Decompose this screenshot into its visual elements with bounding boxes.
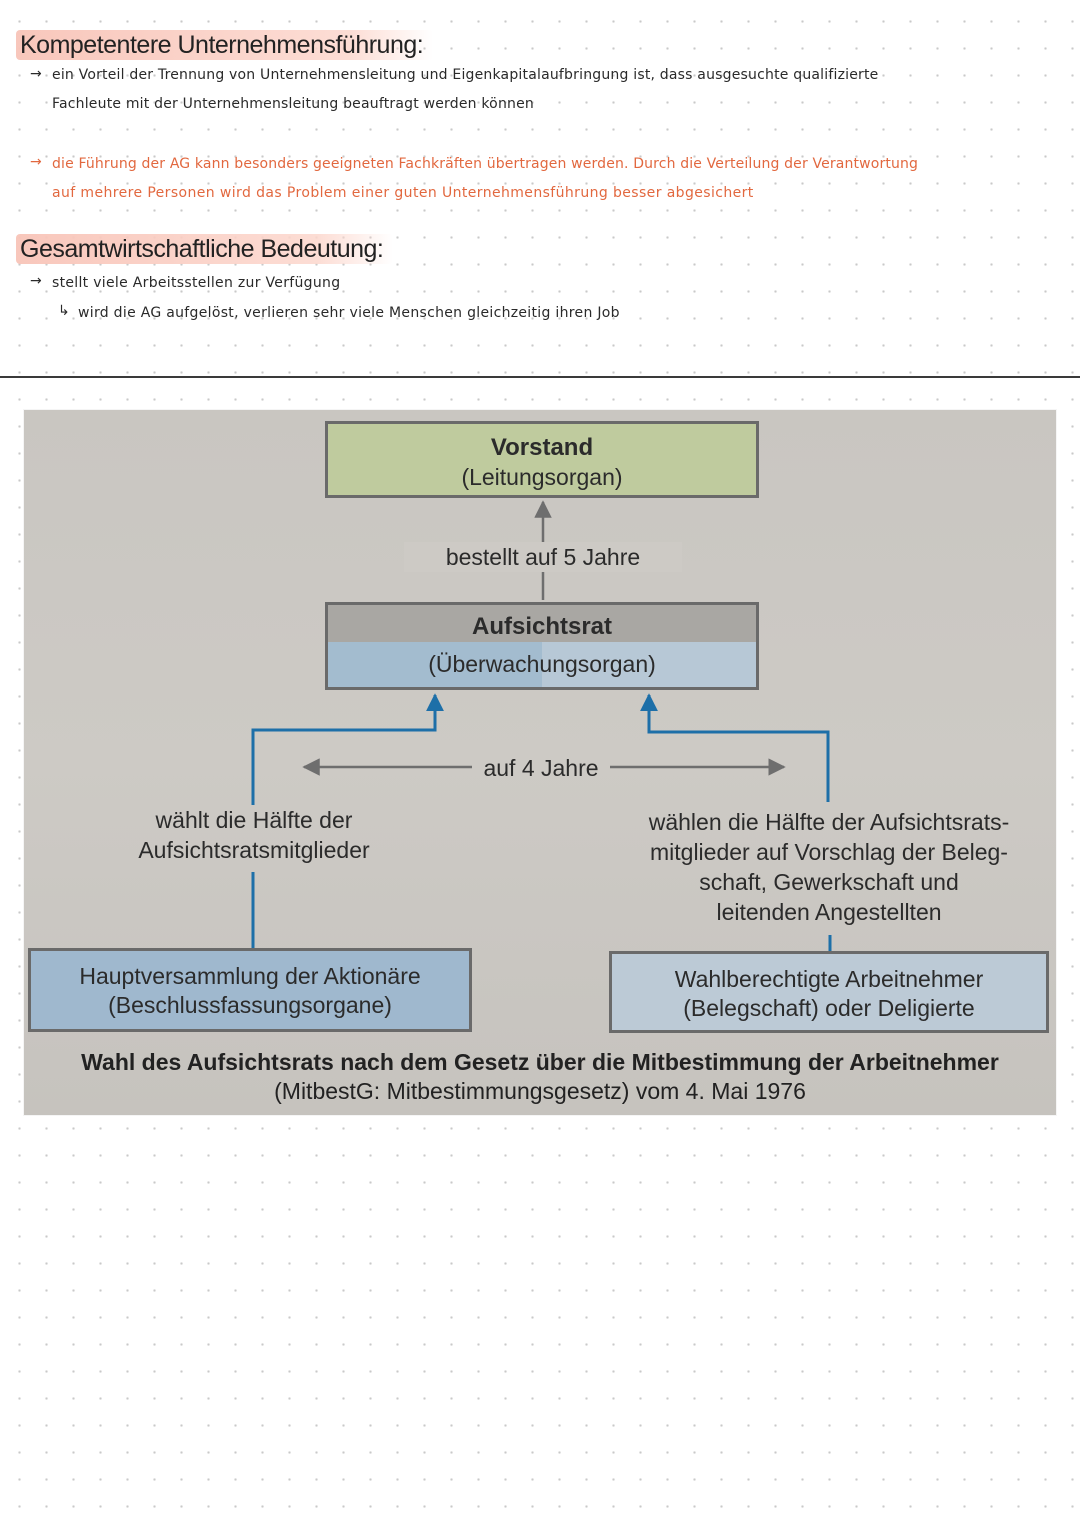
vorstand-title: Vorstand bbox=[490, 434, 594, 461]
right-description-line: leitenden Angestellten bbox=[716, 899, 942, 925]
note-line: auf mehrere Personen wird das Problem einer guten Unternehmensführung besser abgesichert bbox=[52, 185, 754, 201]
hauptversammlung-line: (Beschlussfassungsorgane) bbox=[108, 992, 392, 1018]
note-line: wird die AG aufgelöst, verlieren sehr viele Menschen gleichzeitig ihren Job bbox=[78, 305, 620, 321]
note-arrow: → bbox=[30, 66, 42, 82]
arrow-right-to-aufsichtsrat bbox=[649, 695, 828, 802]
vorstand-subtitle: (Leitungsorgan) bbox=[461, 464, 623, 490]
bestellt-label: bestellt auf 5 Jahre bbox=[404, 542, 682, 572]
right-description-line: mitglieder auf Vorschlag der Beleg- bbox=[650, 839, 1008, 865]
note-arrow: → bbox=[30, 273, 42, 289]
hauptversammlung-line: Hauptversammlung der Aktionäre bbox=[79, 963, 421, 989]
arbeitnehmer-line: Wahlberechtigte Arbeitnehmer bbox=[674, 966, 984, 992]
heading-gesamtwirtschaftliche-bedeutung: Gesamtwirtschaftliche Bedeutung: bbox=[16, 234, 393, 264]
caption-subtitle: (MitbestG: Mitbestimmungsgesetz) vom 4. Mai 1976 bbox=[274, 1078, 806, 1104]
left-description-line: Aufsichtsratsmitglieder bbox=[138, 837, 370, 863]
hauptversammlung-box bbox=[28, 948, 472, 1032]
note-line: Fachleute mit der Unternehmensleitung beauftragt werden können bbox=[52, 96, 534, 112]
caption-title: Wahl des Aufsichtsrats nach dem Gesetz über die Mitbestimmung der Arbeitnehmer bbox=[81, 1049, 999, 1075]
arrow-left-to-aufsichtsrat bbox=[253, 695, 435, 805]
term-label: auf 4 Jahre bbox=[483, 755, 599, 781]
right-description-line: wählen die Hälfte der Aufsichtsrats- bbox=[648, 809, 1010, 835]
note-line: die Führung der AG kann besonders geeigneten Fachkräften übertragen werden. Durch die Verteilung der Verantwortung bbox=[52, 156, 919, 172]
aufsichtsrat-title: Aufsichtsrat bbox=[471, 613, 613, 640]
right-description bbox=[614, 807, 1044, 927]
diagram-photo bbox=[24, 410, 1056, 1115]
arbeitnehmer-line: (Belegschaft) oder Deligierte bbox=[683, 995, 975, 1021]
vorstand-box bbox=[325, 421, 759, 498]
left-description-line: wählt die Hälfte der bbox=[155, 807, 353, 833]
aufsichtsrat-box bbox=[325, 602, 759, 690]
sub-arrow: ↳ bbox=[58, 303, 70, 319]
note-line: ein Vorteil der Trennung von Unternehmensleitung und Eigenkapitalaufbringung ist, dass ausgesuchte qualifizierte bbox=[52, 67, 879, 83]
heading-kompetentere-unternehmensfuehrung: Kompetentere Unternehmensführung: bbox=[16, 30, 433, 60]
aufsichtsrat-subtitle: (Überwachungsorgan) bbox=[428, 651, 656, 677]
note-line: stellt viele Arbeitsstellen zur Verfügung bbox=[52, 275, 341, 291]
arbeitnehmer-box bbox=[609, 951, 1049, 1033]
divider bbox=[0, 376, 1080, 378]
note-arrow: → bbox=[30, 154, 42, 170]
figure-caption bbox=[24, 1048, 1056, 1106]
left-description bbox=[84, 805, 424, 865]
right-description-line: schaft, Gewerkschaft und bbox=[699, 869, 959, 895]
